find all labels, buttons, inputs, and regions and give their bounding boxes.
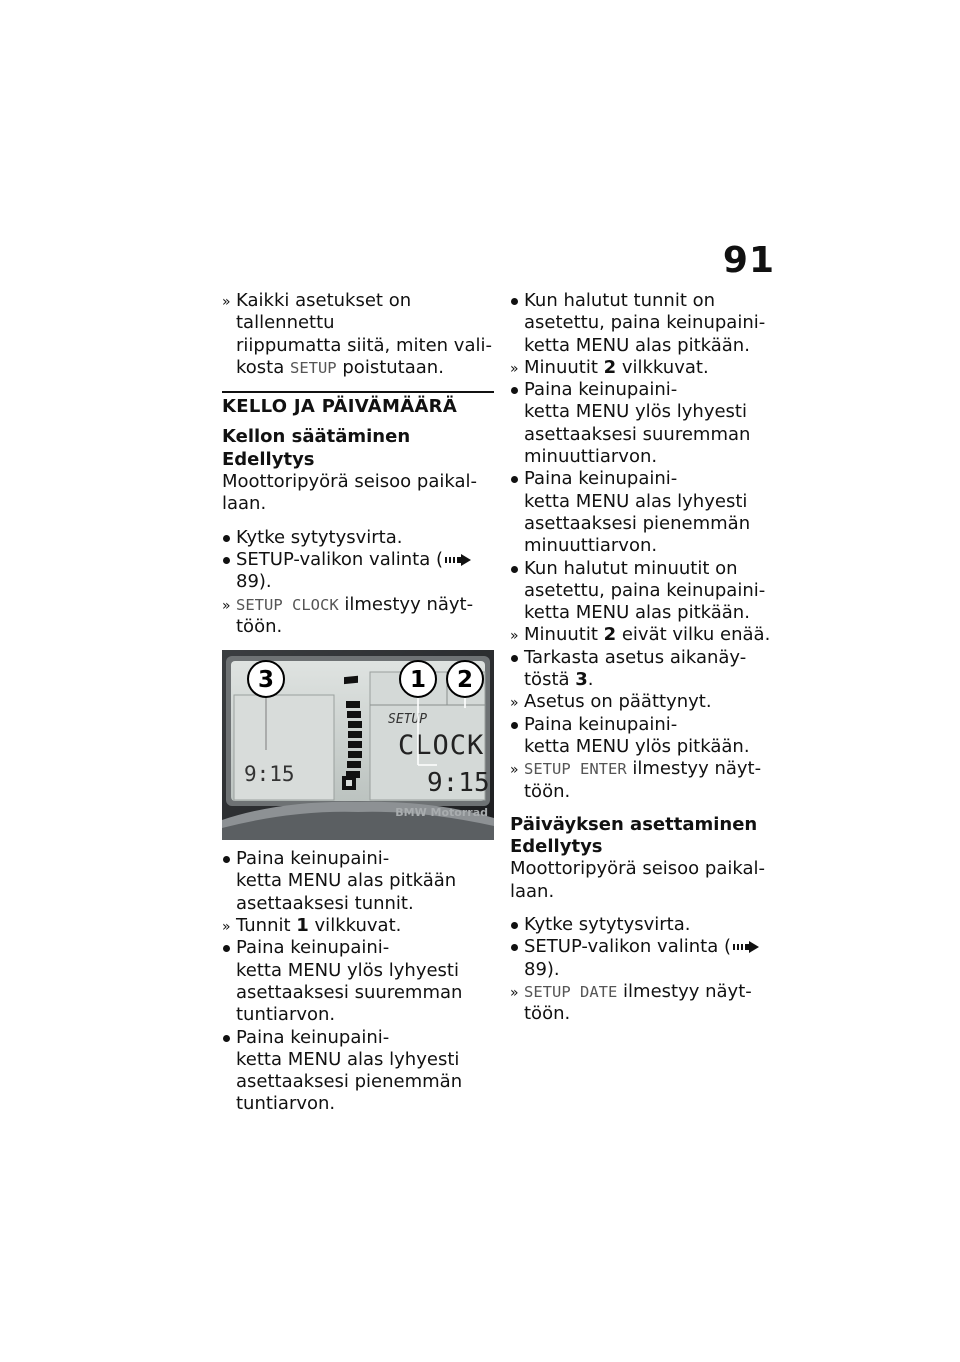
setup-code: SETUP [289,358,337,377]
result-line: Minuutit 2 vilkkuvat. [524,356,709,378]
prerequisite-label: Edellytys [222,448,315,470]
section-title: KELLO JA PÄIVÄMÄÄRÄ [222,391,494,418]
step-item [510,936,785,981]
step-text: Kytke sytytysvirta. [524,914,691,936]
prerequisite-text: laan. [222,493,267,515]
right-column [510,290,785,1026]
step-line: minuuttiarvon. [524,535,658,557]
step-line: minuuttiarvon. [524,446,658,468]
result-marker-icon: » [510,360,519,377]
step-line: ketta MENU alas lyhyesti [236,1048,460,1070]
prerequisite-text: laan. [510,880,555,902]
step-line: ketta MENU alas lyhyesti [524,490,748,512]
result-marker-icon: » [510,984,519,1001]
result-item [510,624,785,646]
step-line: tuntiarvon. [236,1004,336,1026]
result-line: SETUP DATE ilmestyy näyt- [524,980,752,1002]
result-marker-icon: » [510,762,519,779]
result-marker-icon: » [222,294,231,310]
result-item [510,357,785,379]
step-item [222,527,494,549]
step-item [222,848,494,915]
result-line: töön. [524,1003,571,1025]
prerequisite-label: Edellytys [510,836,603,858]
step-line: ketta MENU ylös lyhyesti [524,401,747,423]
result-line: töön. [524,780,571,802]
instrument-display-figure [222,650,494,840]
page-number: 91 [722,240,775,281]
step-line: ketta MENU alas pitkään. [524,334,750,356]
result-line: SETUP CLOCK ilmestyy näyt- [236,593,474,615]
step-line: asettaaksesi tunnit. [236,892,414,914]
result-line: Asetus on päättynyt. [524,691,712,713]
page-reference[interactable]: 89 [236,571,259,593]
lcd-time-small: 9:15 [244,762,295,787]
callout-2: 2 [456,667,474,694]
step-line: Paina keinupaini- [524,468,678,490]
step-item [510,558,785,625]
step-line: asetettu, paina keinupaini- [524,312,766,334]
step-item [510,914,785,936]
step-line: Tarkasta asetus aikanäy- [524,646,747,668]
lcd-setup-label: SETUP [388,712,428,728]
step-text: Kytke sytytysvirta. [236,526,403,548]
result-item [510,758,785,803]
prerequisite-text: Moottoripyörä seisoo paikal- [222,471,477,493]
result-line: SETUP ENTER ilmestyy näyt- [524,758,762,780]
result-marker-icon: » [510,695,519,712]
step-line: Paina keinupaini- [236,848,390,870]
step-line: Paina keinupaini- [524,713,678,735]
page-reference[interactable]: 89 [524,958,547,980]
step-line: Paina keinupaini- [236,937,390,959]
step-line: asettaaksesi pienemmän [524,512,751,534]
step-line: Kun halutut tunnit on [524,290,716,311]
page-reference-arrow-icon [733,941,759,953]
result-line: töön. [236,615,283,637]
callout-3: 3 [257,667,275,694]
subsection-title: Päiväyksen asettaminen [510,813,758,835]
step-text: SETUP-valikon valinta (89). [524,936,785,981]
step-line: ketta MENU alas pitkään [236,870,457,892]
step-line: Kun halutut minuutit on [524,557,738,579]
step-item [510,290,785,357]
step-line: ketta MENU ylös pitkään. [524,735,750,757]
page-reference-arrow-icon [445,554,471,566]
result-marker-icon: » [510,628,519,645]
result-item [222,594,494,639]
step-item [510,714,785,759]
subsection-title: Kellon säätäminen [222,426,411,448]
step-line: Paina keinupaini- [236,1026,390,1048]
result-line: Tunnit 1 vilkkuvat. [236,915,402,937]
setup-clock-code: SETUP CLOCK [236,595,339,614]
callout-1: 1 [409,667,427,694]
result-line: Kaikki asetukset on tallennettu [236,290,412,334]
step-item [222,937,494,1026]
step-line: ketta MENU alas pitkään. [524,602,750,624]
step-item [510,647,785,692]
result-item [510,691,785,713]
step-line: asettaaksesi pienemmän [236,1071,463,1093]
step-line: tuntiarvon. [236,1093,336,1115]
step-item [510,379,785,468]
result-item [510,981,785,1026]
result-marker-icon: » [222,597,231,614]
step-line: asetettu, paina keinupaini- [524,579,766,601]
step-item [222,549,494,594]
step-line: ketta MENU ylös lyhyesti [236,959,459,981]
lcd-time-large: 9:15 [427,768,490,799]
step-item [222,1027,494,1116]
result-item [222,290,494,379]
step-text: SETUP-valikon valinta (89). [236,549,494,594]
result-item [222,915,494,937]
lcd-clock-label: CLOCK [398,730,485,762]
result-line: riippumatta siitä, miten vali- [236,334,492,356]
setup-enter-code: SETUP ENTER [524,760,627,779]
setup-date-code: SETUP DATE [524,982,618,1001]
step-line: töstä 3. [524,669,594,691]
step-item [510,468,785,557]
left-column [222,290,494,1116]
prerequisite-text: Moottoripyörä seisoo paikal- [510,858,765,880]
step-line: Paina keinupaini- [524,379,678,401]
result-line: kosta SETUP poistutaan. [236,356,444,378]
step-line: asettaaksesi suuremman [236,981,463,1003]
step-line: asettaaksesi suuremman [524,423,751,445]
brand-logo-text: BMW Motorrad [395,806,488,820]
result-line: Minuutit 2 eivät vilku enää. [524,624,771,646]
result-marker-icon: » [222,919,231,936]
